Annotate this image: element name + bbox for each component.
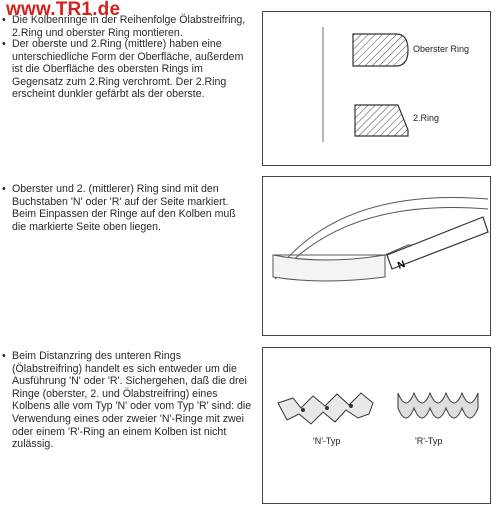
paragraph-ring-marking — [2, 183, 252, 233]
spacer-dot — [349, 404, 353, 408]
ring-mark-letter: N — [396, 259, 407, 272]
top-ring-section — [353, 34, 408, 66]
label-second-ring: 2.Ring — [413, 113, 440, 123]
figure-spacer-types — [262, 347, 491, 504]
paragraph-spacer-type — [2, 350, 252, 451]
bullet: • — [2, 183, 6, 195]
bullet: • — [2, 38, 6, 50]
spacer-drawing — [263, 348, 490, 503]
paragraph-surface-form — [2, 38, 252, 101]
cross-section-drawing — [263, 12, 490, 165]
paragraph-ring-order — [2, 14, 252, 39]
figure-ring-marking — [262, 176, 491, 336]
label-top-ring: Oberster Ring — [413, 44, 470, 54]
label-n-type: 'N'-Typ — [313, 436, 341, 446]
bullet: • — [2, 14, 6, 26]
paragraph-text: Beim Distanzring des unteren Rings (Ölabstreifring) handelt es sich entweder um die Ausführung 'N' oder 'R'. Sichergehen, daß die drei Ringe (oberster, 2. und Ölabstreifring) eines Kolbens alle vom Typ 'N' oder vom Typ 'R' sind: die Verwendung eines oder zweier 'N'-Ringe mit zwei oder einem 'R'-Ring an einem Kolben ist nicht zulässig. — [12, 350, 252, 451]
bullet: • — [2, 350, 6, 362]
ring-left-end — [273, 255, 385, 281]
figure-ring-cross-sections — [262, 11, 491, 166]
site-watermark: www.TR1.de — [6, 0, 121, 20]
label-r-type: 'R'-Typ — [415, 436, 443, 446]
paragraph-text: Oberster und 2. (mittlerer) Ring sind mit den Buchstaben 'N' oder 'R' auf der Seite markiert. Beim Einpassen der Ringe auf den Kolben muß die markierte Seite oben liegen. — [12, 183, 236, 233]
paragraph-text: Der oberste und 2.Ring (mittlere) haben eine unterschiedliche Form der Oberfläche, außerdem ist die Oberfläche des obersten Rings im Gegensatz zum 2.Ring verchromt. Der 2.Ring erscheint dunkler gefärbt als der oberste. — [12, 38, 244, 101]
paragraph-text: Die Kolbenringe in der Reihenfolge Ölabstreifring, 2.Ring und oberster Ring montieren. — [12, 14, 246, 39]
r-type-spacer — [398, 393, 478, 418]
ring-marking-drawing — [263, 177, 490, 335]
spacer-dot — [301, 408, 305, 412]
second-ring-section — [355, 105, 408, 136]
spacer-dot — [325, 406, 329, 410]
